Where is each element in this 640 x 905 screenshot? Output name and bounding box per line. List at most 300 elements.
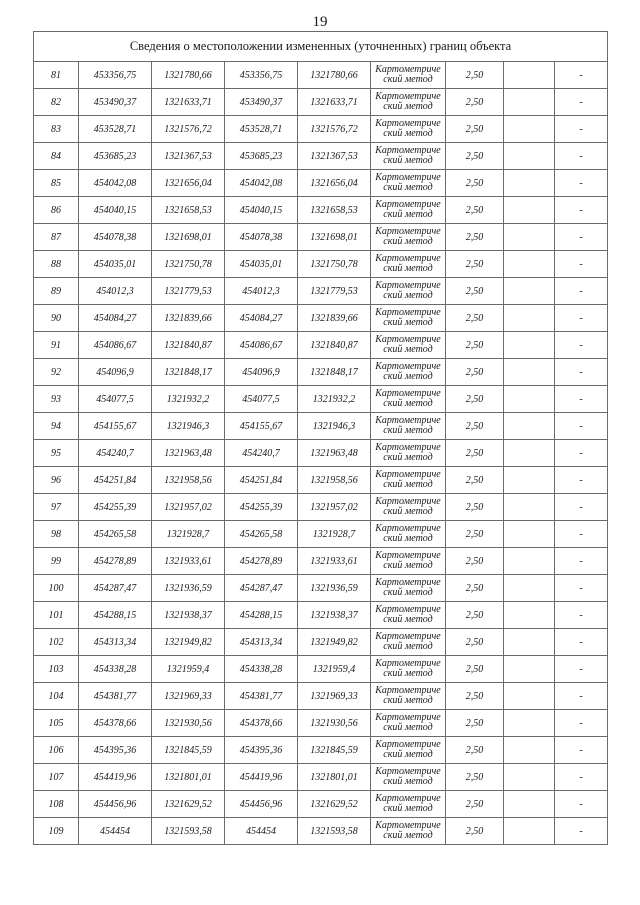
table-row (34, 818, 608, 845)
method-line-2: ский метод (383, 74, 433, 85)
point-number-cell: 91 (34, 332, 79, 359)
existing-x-cell: 454255,39 (79, 494, 152, 521)
existing-y-cell: 1321958,56 (152, 467, 225, 494)
refined-x-cell: 453685,23 (225, 143, 298, 170)
refined-x-cell: 454454 (225, 818, 298, 845)
empty-cell (504, 656, 555, 683)
table-row (34, 332, 608, 359)
description-cell: - (555, 521, 608, 548)
description-cell: - (555, 170, 608, 197)
table-row (34, 197, 608, 224)
empty-cell (504, 791, 555, 818)
method-cell (371, 548, 446, 575)
method-cell (371, 305, 446, 332)
empty-cell (504, 251, 555, 278)
accuracy-cell: 2,50 (446, 170, 504, 197)
method-cell (371, 116, 446, 143)
method-line-2: ский метод (383, 425, 433, 436)
table-row (34, 683, 608, 710)
refined-y-cell: 1321969,33 (298, 683, 371, 710)
empty-cell (504, 386, 555, 413)
method-line-2: ский метод (383, 101, 433, 112)
method-line-1: Картометриче (375, 442, 441, 453)
method-line-1: Картометриче (375, 172, 441, 183)
accuracy-cell: 2,50 (446, 548, 504, 575)
existing-x-cell: 453685,23 (79, 143, 152, 170)
point-number-cell: 81 (34, 62, 79, 89)
accuracy-cell: 2,50 (446, 278, 504, 305)
method-cell (371, 656, 446, 683)
empty-cell (504, 629, 555, 656)
refined-y-cell: 1321963,48 (298, 440, 371, 467)
method-line-1: Картометриче (375, 280, 441, 291)
method-line-1: Картометриче (375, 631, 441, 642)
refined-x-cell: 453528,71 (225, 116, 298, 143)
refined-x-cell: 454255,39 (225, 494, 298, 521)
refined-x-cell: 454240,7 (225, 440, 298, 467)
refined-x-cell: 454265,58 (225, 521, 298, 548)
existing-x-cell: 453490,37 (79, 89, 152, 116)
existing-y-cell: 1321969,33 (152, 683, 225, 710)
empty-cell (504, 116, 555, 143)
table-row (34, 764, 608, 791)
method-line-2: ский метод (383, 668, 433, 679)
empty-cell (504, 278, 555, 305)
existing-y-cell: 1321750,78 (152, 251, 225, 278)
existing-y-cell: 1321656,04 (152, 170, 225, 197)
method-cell (371, 332, 446, 359)
accuracy-cell: 2,50 (446, 440, 504, 467)
point-number-cell: 109 (34, 818, 79, 845)
method-line-1: Картометриче (375, 550, 441, 561)
empty-cell (504, 548, 555, 575)
accuracy-cell: 2,50 (446, 575, 504, 602)
accuracy-cell: 2,50 (446, 602, 504, 629)
table-row (34, 629, 608, 656)
method-line-2: ский метод (383, 695, 433, 706)
empty-cell (504, 197, 555, 224)
refined-y-cell: 1321930,56 (298, 710, 371, 737)
refined-x-cell: 453490,37 (225, 89, 298, 116)
refined-x-cell: 454251,84 (225, 467, 298, 494)
table-row (34, 710, 608, 737)
accuracy-cell: 2,50 (446, 359, 504, 386)
method-cell (371, 224, 446, 251)
point-number-cell: 93 (34, 386, 79, 413)
table-row (34, 548, 608, 575)
refined-x-cell: 454086,67 (225, 332, 298, 359)
accuracy-cell: 2,50 (446, 413, 504, 440)
table-row (34, 62, 608, 89)
description-cell: - (555, 494, 608, 521)
refined-y-cell: 1321750,78 (298, 251, 371, 278)
accuracy-cell: 2,50 (446, 116, 504, 143)
method-line-2: ский метод (383, 128, 433, 139)
existing-x-cell: 454338,28 (79, 656, 152, 683)
accuracy-cell: 2,50 (446, 197, 504, 224)
refined-y-cell: 1321957,02 (298, 494, 371, 521)
empty-cell (504, 143, 555, 170)
refined-y-cell: 1321656,04 (298, 170, 371, 197)
refined-y-cell: 1321946,3 (298, 413, 371, 440)
method-line-1: Картометриче (375, 469, 441, 480)
accuracy-cell: 2,50 (446, 737, 504, 764)
method-cell (371, 764, 446, 791)
refined-x-cell: 454288,15 (225, 602, 298, 629)
refined-y-cell: 1321633,71 (298, 89, 371, 116)
method-line-2: ский метод (383, 803, 433, 814)
refined-x-cell: 454419,96 (225, 764, 298, 791)
accuracy-cell: 2,50 (446, 62, 504, 89)
existing-x-cell: 454251,84 (79, 467, 152, 494)
existing-y-cell: 1321928,7 (152, 521, 225, 548)
existing-x-cell: 454086,67 (79, 332, 152, 359)
refined-x-cell: 454042,08 (225, 170, 298, 197)
point-number-cell: 100 (34, 575, 79, 602)
point-number-cell: 106 (34, 737, 79, 764)
method-line-2: ский метод (383, 722, 433, 733)
refined-x-cell: 454395,36 (225, 737, 298, 764)
point-number-cell: 84 (34, 143, 79, 170)
point-number-cell: 88 (34, 251, 79, 278)
method-line-2: ский метод (383, 452, 433, 463)
description-cell: - (555, 791, 608, 818)
description-cell: - (555, 440, 608, 467)
table-row (34, 278, 608, 305)
description-cell: - (555, 305, 608, 332)
point-number-cell: 108 (34, 791, 79, 818)
existing-x-cell: 454278,89 (79, 548, 152, 575)
existing-y-cell: 1321963,48 (152, 440, 225, 467)
empty-cell (504, 575, 555, 602)
method-line-2: ский метод (383, 182, 433, 193)
description-cell: - (555, 629, 608, 656)
method-line-1: Картометриче (375, 226, 441, 237)
refined-x-cell: 453356,75 (225, 62, 298, 89)
method-cell (371, 62, 446, 89)
method-line-2: ский метод (383, 587, 433, 598)
point-number-cell: 101 (34, 602, 79, 629)
existing-x-cell: 453356,75 (79, 62, 152, 89)
point-number-cell: 90 (34, 305, 79, 332)
existing-y-cell: 1321938,37 (152, 602, 225, 629)
description-cell: - (555, 467, 608, 494)
refined-y-cell: 1321593,58 (298, 818, 371, 845)
accuracy-cell: 2,50 (446, 521, 504, 548)
table-row (34, 440, 608, 467)
existing-y-cell: 1321959,4 (152, 656, 225, 683)
existing-x-cell: 454240,7 (79, 440, 152, 467)
existing-x-cell: 454419,96 (79, 764, 152, 791)
description-cell: - (555, 143, 608, 170)
method-cell (371, 575, 446, 602)
refined-x-cell: 454096,9 (225, 359, 298, 386)
refined-y-cell: 1321779,53 (298, 278, 371, 305)
description-cell: - (555, 116, 608, 143)
method-line-1: Картометриче (375, 604, 441, 615)
point-number-cell: 104 (34, 683, 79, 710)
empty-cell (504, 305, 555, 332)
existing-x-cell: 454012,3 (79, 278, 152, 305)
method-line-2: ский метод (383, 479, 433, 490)
table-row (34, 251, 608, 278)
method-line-1: Картометриче (375, 685, 441, 696)
existing-x-cell: 454040,15 (79, 197, 152, 224)
refined-y-cell: 1321936,59 (298, 575, 371, 602)
description-cell: - (555, 197, 608, 224)
method-cell (371, 818, 446, 845)
method-cell (371, 683, 446, 710)
existing-x-cell: 454395,36 (79, 737, 152, 764)
method-cell (371, 170, 446, 197)
description-cell: - (555, 359, 608, 386)
table-row (34, 359, 608, 386)
point-number-cell: 96 (34, 467, 79, 494)
description-cell: - (555, 683, 608, 710)
method-line-1: Картометриче (375, 820, 441, 831)
table-row (34, 494, 608, 521)
refined-x-cell: 454035,01 (225, 251, 298, 278)
method-line-2: ский метод (383, 749, 433, 760)
method-line-1: Картометриче (375, 415, 441, 426)
existing-y-cell: 1321957,02 (152, 494, 225, 521)
method-cell (371, 494, 446, 521)
table-title: Сведения о местоположении измененных (уточненных) границ объекта (34, 32, 608, 62)
refined-x-cell: 454313,34 (225, 629, 298, 656)
empty-cell (504, 440, 555, 467)
method-cell (371, 359, 446, 386)
point-number-cell: 87 (34, 224, 79, 251)
existing-x-cell: 454265,58 (79, 521, 152, 548)
refined-y-cell: 1321801,01 (298, 764, 371, 791)
refined-x-cell: 454077,5 (225, 386, 298, 413)
method-line-1: Картометриче (375, 145, 441, 156)
table-row (34, 521, 608, 548)
description-cell: - (555, 224, 608, 251)
existing-x-cell: 454155,67 (79, 413, 152, 440)
existing-x-cell: 453528,71 (79, 116, 152, 143)
refined-x-cell: 454278,89 (225, 548, 298, 575)
method-cell (371, 251, 446, 278)
table-row (34, 575, 608, 602)
refined-y-cell: 1321932,2 (298, 386, 371, 413)
refined-y-cell: 1321576,72 (298, 116, 371, 143)
method-line-2: ский метод (383, 776, 433, 787)
empty-cell (504, 170, 555, 197)
page-number: 19 (312, 14, 328, 30)
method-cell (371, 602, 446, 629)
description-cell: - (555, 62, 608, 89)
existing-x-cell: 454035,01 (79, 251, 152, 278)
method-cell (371, 143, 446, 170)
method-line-1: Картометриче (375, 793, 441, 804)
table-row (34, 305, 608, 332)
method-cell (371, 521, 446, 548)
method-line-1: Картометриче (375, 712, 441, 723)
existing-y-cell: 1321698,01 (152, 224, 225, 251)
method-line-2: ский метод (383, 506, 433, 517)
existing-y-cell: 1321633,71 (152, 89, 225, 116)
point-number-cell: 86 (34, 197, 79, 224)
method-line-1: Картометриче (375, 253, 441, 264)
description-cell: - (555, 764, 608, 791)
description-cell: - (555, 332, 608, 359)
existing-y-cell: 1321367,53 (152, 143, 225, 170)
accuracy-cell: 2,50 (446, 386, 504, 413)
existing-y-cell: 1321930,56 (152, 710, 225, 737)
point-number-cell: 105 (34, 710, 79, 737)
method-line-2: ский метод (383, 263, 433, 274)
description-cell: - (555, 413, 608, 440)
method-cell (371, 467, 446, 494)
existing-y-cell: 1321801,01 (152, 764, 225, 791)
table-row (34, 170, 608, 197)
accuracy-cell: 2,50 (446, 791, 504, 818)
accuracy-cell: 2,50 (446, 143, 504, 170)
method-line-1: Картометриче (375, 388, 441, 399)
method-line-2: ский метод (383, 560, 433, 571)
existing-y-cell: 1321933,61 (152, 548, 225, 575)
method-line-1: Картометриче (375, 334, 441, 345)
existing-y-cell: 1321629,52 (152, 791, 225, 818)
refined-y-cell: 1321958,56 (298, 467, 371, 494)
existing-x-cell: 454077,5 (79, 386, 152, 413)
existing-x-cell: 454288,15 (79, 602, 152, 629)
existing-y-cell: 1321949,82 (152, 629, 225, 656)
accuracy-cell: 2,50 (446, 467, 504, 494)
method-line-2: ский метод (383, 641, 433, 652)
refined-x-cell: 454378,66 (225, 710, 298, 737)
point-number-cell: 103 (34, 656, 79, 683)
method-line-2: ский метод (383, 290, 433, 301)
refined-y-cell: 1321698,01 (298, 224, 371, 251)
method-line-1: Картометриче (375, 658, 441, 669)
refined-y-cell: 1321845,59 (298, 737, 371, 764)
point-number-cell: 107 (34, 764, 79, 791)
table-row (34, 143, 608, 170)
method-line-1: Картометриче (375, 64, 441, 75)
refined-x-cell: 454012,3 (225, 278, 298, 305)
existing-x-cell: 454378,66 (79, 710, 152, 737)
method-line-1: Картометриче (375, 739, 441, 750)
empty-cell (504, 764, 555, 791)
existing-y-cell: 1321946,3 (152, 413, 225, 440)
existing-x-cell: 454096,9 (79, 359, 152, 386)
refined-x-cell: 454040,15 (225, 197, 298, 224)
empty-cell (504, 89, 555, 116)
table-title-row (34, 32, 608, 62)
existing-x-cell: 454078,38 (79, 224, 152, 251)
method-line-2: ский метод (383, 344, 433, 355)
empty-cell (504, 224, 555, 251)
method-line-2: ский метод (383, 830, 433, 841)
method-line-2: ский метод (383, 209, 433, 220)
accuracy-cell: 2,50 (446, 224, 504, 251)
empty-cell (504, 683, 555, 710)
method-line-1: Картометриче (375, 361, 441, 372)
method-line-2: ский метод (383, 533, 433, 544)
description-cell: - (555, 386, 608, 413)
method-line-1: Картометриче (375, 118, 441, 129)
empty-cell (504, 521, 555, 548)
refined-y-cell: 1321780,66 (298, 62, 371, 89)
point-number-cell: 85 (34, 170, 79, 197)
method-cell (371, 197, 446, 224)
existing-x-cell: 454454 (79, 818, 152, 845)
empty-cell (504, 710, 555, 737)
table-row (34, 467, 608, 494)
method-line-2: ский метод (383, 398, 433, 409)
description-cell: - (555, 818, 608, 845)
table-row (34, 656, 608, 683)
description-cell: - (555, 602, 608, 629)
refined-y-cell: 1321658,53 (298, 197, 371, 224)
existing-x-cell: 454313,34 (79, 629, 152, 656)
accuracy-cell: 2,50 (446, 251, 504, 278)
method-line-2: ский метод (383, 236, 433, 247)
accuracy-cell: 2,50 (446, 656, 504, 683)
method-cell (371, 413, 446, 440)
method-line-1: Картометриче (375, 496, 441, 507)
refined-y-cell: 1321840,87 (298, 332, 371, 359)
method-line-2: ский метод (383, 317, 433, 328)
point-number-cell: 94 (34, 413, 79, 440)
method-line-2: ский метод (383, 155, 433, 166)
refined-y-cell: 1321367,53 (298, 143, 371, 170)
empty-cell (504, 818, 555, 845)
refined-x-cell: 454381,77 (225, 683, 298, 710)
existing-y-cell: 1321840,87 (152, 332, 225, 359)
refined-x-cell: 454078,38 (225, 224, 298, 251)
method-cell (371, 278, 446, 305)
refined-x-cell: 454155,67 (225, 413, 298, 440)
method-cell (371, 629, 446, 656)
accuracy-cell: 2,50 (446, 305, 504, 332)
method-cell (371, 386, 446, 413)
empty-cell (504, 62, 555, 89)
existing-y-cell: 1321839,66 (152, 305, 225, 332)
point-number-cell: 98 (34, 521, 79, 548)
refined-y-cell: 1321629,52 (298, 791, 371, 818)
refined-y-cell: 1321839,66 (298, 305, 371, 332)
existing-x-cell: 454287,47 (79, 575, 152, 602)
method-line-1: Картометриче (375, 307, 441, 318)
point-number-cell: 82 (34, 89, 79, 116)
existing-y-cell: 1321576,72 (152, 116, 225, 143)
table-row (34, 602, 608, 629)
accuracy-cell: 2,50 (446, 764, 504, 791)
description-cell: - (555, 710, 608, 737)
table-row (34, 386, 608, 413)
accuracy-cell: 2,50 (446, 332, 504, 359)
existing-y-cell: 1321593,58 (152, 818, 225, 845)
existing-x-cell: 454456,96 (79, 791, 152, 818)
description-cell: - (555, 89, 608, 116)
refined-x-cell: 454084,27 (225, 305, 298, 332)
accuracy-cell: 2,50 (446, 89, 504, 116)
method-line-1: Картометриче (375, 577, 441, 588)
existing-y-cell: 1321936,59 (152, 575, 225, 602)
method-line-1: Картометриче (375, 523, 441, 534)
table-row (34, 737, 608, 764)
method-cell (371, 440, 446, 467)
existing-y-cell: 1321845,59 (152, 737, 225, 764)
refined-y-cell: 1321938,37 (298, 602, 371, 629)
table-row (34, 791, 608, 818)
description-cell: - (555, 575, 608, 602)
empty-cell (504, 467, 555, 494)
existing-x-cell: 454042,08 (79, 170, 152, 197)
